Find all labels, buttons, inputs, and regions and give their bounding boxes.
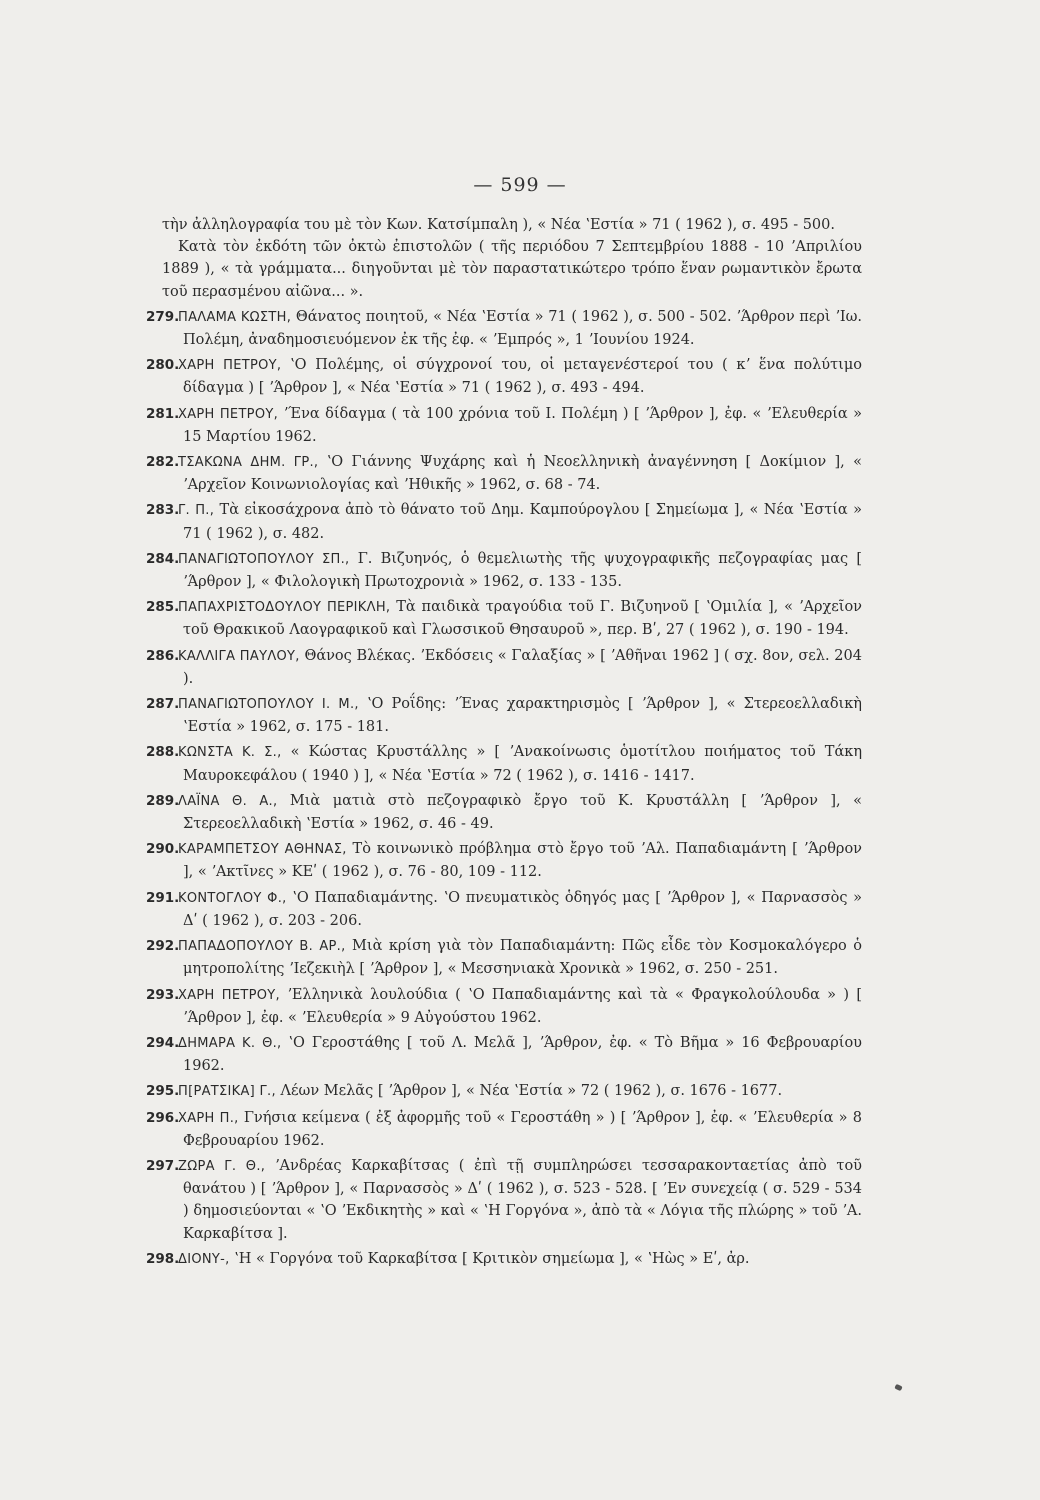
bibliography-entry: [146, 499, 862, 544]
bibliography-entry: [146, 1248, 862, 1271]
entry-text: Θάνος Βλέκας. ʼΕκδόσεις « Γαλαξίας » [ ʼΑθῆναι 1962 ] ( σχ. 8ον, σελ. 204 ).: [183, 647, 862, 687]
entry-body: [162, 1107, 862, 1152]
entry-body: [162, 645, 862, 690]
entry-text: Θάνατος ποιητοῦ, « Νέα ʽΕστία » 71 ( 1962 ), σ. 500 - 502. ʼΆρθρον περὶ ʼΙω. Πολέμη, ἀναδημοσιευόμενον ἐκ τῆς ἐφ. « ʼΕμπρός », 1 ʼΙουνίου 1924.: [183, 308, 863, 349]
entry-text: Γ. Βιζυηνός, ὁ θεμελιωτὴς τῆς ψυχογραφικῆς πεζογραφίας μας [ ʼΆρθρον ], « Φιλολογικὴ Πρωτοχρονιὰ » 1962, σ. 133 - 135.: [183, 550, 862, 591]
entry-body: [162, 1155, 862, 1245]
entry-author: ΤΣΑΚΩΝΑ ΔΗΜ. ΓΡ.,: [178, 455, 319, 471]
entry-number: 280.: [146, 357, 180, 374]
entry-author: ΚΟΝΤΟΓΛΟΥ Φ.,: [178, 890, 287, 906]
bibliography-entry: [146, 645, 862, 690]
entry-number: 291.: [146, 889, 180, 906]
entry-author: ΠΑΛΑΜΑ ΚΩΣΤΗ,: [178, 309, 292, 325]
entry-text: ʽΟ Πολέμης, οἱ σύγχρονοί του, οἱ μεταγενέστεροί του ( κʼ ἕνα πολύτιμο δίδαγμα ) [ ʼΆρθρον ], « Νέα ʽΕστία » 71 ( 1962 ), σ. 493 - 494.: [183, 357, 862, 397]
entry-author: Γ. Π.,: [178, 503, 215, 519]
bibliography-entry: [146, 838, 862, 883]
entry-text: Λέων Μελᾶς [ ʼΆρθρον ], « Νέα ʽΕστία » 72 ( 1962 ), σ. 1676 - 1677.: [280, 1083, 783, 1100]
entry-body: [162, 984, 862, 1029]
entry-author: ΔΙΟΝΥ-,: [178, 1251, 230, 1267]
entry-number: 283.: [146, 502, 180, 519]
entry-number: 296.: [146, 1109, 180, 1126]
entry-author: ΧΑΡΗ ΠΕΤΡΟΥ,: [178, 406, 279, 422]
entry-author: ΖΩΡΑ Γ. Θ.,: [178, 1158, 266, 1174]
entry-number: 279.: [146, 308, 180, 325]
entry-list: [146, 306, 863, 1271]
bibliography-entry: [146, 548, 862, 593]
entry-number: 285.: [146, 599, 180, 616]
entry-number: 287.: [146, 696, 180, 713]
bibliography-entry: [146, 741, 863, 786]
entry-number: 297.: [146, 1157, 180, 1174]
bibliography-entry: [146, 693, 862, 738]
bibliography-entry: [146, 984, 862, 1029]
entry-author: Π[ΡΑΤΣΙΚΑ] Γ.,: [178, 1084, 276, 1100]
entry-author: ΧΑΡΗ Π.,: [178, 1110, 239, 1126]
entry-number: 288.: [146, 744, 180, 761]
bibliography-entry: [146, 790, 863, 835]
intro-continuation: τὴν ἀλληλογραφία του μὲ τὸν Κων. Κατσίμπαλη ), « Νέα ʽΕστία » 71 ( 1962 ), σ. 495 - 500.: [162, 217, 835, 233]
entry-author: ΛΑΪΝΑ Θ. Α.,: [178, 793, 278, 809]
ink-speck: [894, 1384, 902, 1391]
entry-text: ʼΑνδρέας Καρκαβίτσας ( ἐπὶ τῇ συμπληρώσει τεσσαρακονταετίας ἀπὸ τοῦ θανάτου ) [ ʼΆρθρον ], « Παρνασσὸς » Δʹ ( 1962 ), σ. 523 - 528. [ ʼΕν συνεχείᾳ ( σ. 529 - 534 ) δημοσιεύονται « ʽΟ ʼΕκδικητὴς » καὶ « ʽΗ Γοργόνα », ἀπὸ τὰ « Λόγια τῆς πλώρης » τοῦ ʼΑ. Καρκαβίτσα ].: [183, 1157, 863, 1242]
entry-body: [162, 451, 862, 496]
entry-body: [162, 790, 862, 835]
entry-author: ΔΗΜΑΡΑ Κ. Θ.,: [178, 1035, 282, 1051]
entry-author: ΧΑΡΗ ΠΕΤΡΟΥ,: [178, 358, 282, 374]
entry-text: Γνήσια κείμενα ( ἐξ ἀφορμῆς τοῦ « Γεροστάθη » ) [ ʼΆρθρον ], ἐφ. « ʼΕλευθερία » 8 Φεβρουαρίου 1962.: [183, 1109, 862, 1149]
entry-author: ΠΑΝΑΓΙΩΤΟΠΟΥΛΟΥ ΣΠ.,: [178, 551, 350, 567]
page-number: — 599 —: [473, 174, 567, 196]
entry-text: Τὰ παιδικὰ τραγούδια τοῦ Γ. Βιζυηνοῦ [ ʽΟμιλία ], « ʼΑρχεῖον τοῦ Θρακικοῦ Λαογραφικοῦ καὶ Γλωσσικοῦ Θησαυροῦ », περ. Βʹ, 27 ( 1962 ), σ. 190 - 194.: [183, 599, 862, 639]
entry-text: Τὰ εἰκοσάχρονα ἀπὸ τὸ θάνατο τοῦ Δημ. Καμπούρογλου [ Σημείωμα ], « Νέα ʽΕστία » 71 ( 1962 ), σ. 482.: [183, 502, 862, 542]
bibliography-entry: [146, 596, 862, 641]
entry-body: [162, 1248, 862, 1271]
entry-author: ΠΑΠΑΧΡΙΣΤΟΔΟΥΛΟΥ ΠΕΡΙΚΛΗ,: [178, 600, 391, 616]
entry-text: Μιὰ ματιὰ στὸ πεζογραφικὸ ἔργο τοῦ Κ. Κρυστάλλη [ ʼΆρθρον ], « Στερεοελλαδικὴ ʽΕστία » 1962, σ. 46 - 49.: [183, 792, 863, 833]
entry-text: ʽΗ « Γοργόνα τοῦ Καρκαβίτσα [ Κριτικὸν σημείωμα ], « ʽΗὼς » Εʹ, ἀρ.: [234, 1250, 750, 1267]
entry-body: [162, 403, 862, 448]
entry-text: « Κώστας Κρυστάλλης » [ ʼΑνακοίνωσις ὁμοτίτλου ποιήματος τοῦ Τάκη Μαυροκεφάλου ( 1940 ) ], « Νέα ʽΕστία » 72 ( 1962 ), σ. 1416 - 1417.: [183, 744, 863, 784]
entry-number: 294.: [146, 1034, 180, 1051]
bibliography-entry: [146, 1107, 862, 1152]
entry-author: ΠΑΝΑΓΙΩΤΟΠΟΥΛΟΥ Ι. Μ.,: [178, 697, 359, 713]
entry-text: ʽΟ Ροΐδης: ʼΈνας χαρακτηρισμὸς [ ʼΆρθρον ], « Στερεοελλαδικὴ ʽΕστία » 1962, σ. 175 - 181.: [183, 696, 862, 736]
entry-text: ʼΈνα δίδαγμα ( τὰ 100 χρόνια τοῦ Ι. Πολέμη ) [ ʼΆρθρον ], ἐφ. « ʼΕλευθερία » 15 Μαρτίου 1962.: [183, 405, 862, 445]
entry-text: ʽΟ Γεροστάθης [ τοῦ Λ. Μελᾶ ], ʼΆρθρον, ἐφ. « Τὸ Βῆμα » 16 Φεβρουαρίου 1962.: [183, 1034, 862, 1075]
bibliography-entry: [146, 887, 863, 932]
bibliography-entry: [146, 306, 863, 351]
entry-author: ΚΑΛΛΙΓΑ ΠΑΥΛΟΥ,: [178, 648, 300, 664]
entry-number: 292.: [146, 938, 180, 955]
entry-author: ΠΑΠΑΔΟΠΟΥΛΟΥ Β. ΑΡ.,: [178, 939, 346, 955]
bibliography-entry: [146, 403, 862, 448]
bibliography-entry: [146, 935, 863, 980]
entry-body: [162, 548, 862, 593]
entry-body: [162, 499, 862, 544]
entry-body: [162, 306, 862, 351]
entry-text: ʽΟ Γιάννης Ψυχάρης καὶ ἡ Νεοελληνικὴ ἀναγέννηση [ Δοκίμιον ], « ʼΑρχεῖον Κοινωνιολογίας καὶ ʼΗθικῆς » 1962, σ. 68 - 74.: [183, 454, 862, 494]
entry-number: 289.: [146, 792, 180, 809]
entry-number: 298.: [146, 1250, 180, 1267]
intro-note: Κατὰ τὸν ἐκδότη τῶν ὀκτὼ ἐπιστολῶν ( τῆς περιόδου 7 Σεπτεμβρίου 1888 - 10 ʼΑπριλίου 1889 ), « τὰ γράμματα... διηγοῦνται μὲ τὸν παραστατικώτερο τρόπο ἕναν ρωμαντικὸν ἔρωτα τοῦ περασμένου αἰῶνα... ».: [162, 239, 862, 300]
bibliography-entry: [146, 1032, 862, 1077]
entry-number: 281.: [146, 405, 180, 422]
bibliography-entry: [146, 354, 862, 399]
entry-body: [162, 596, 862, 641]
entry-text: ʽΟ Παπαδιαμάντης. ʽΟ πνευματικὸς ὁδηγός μας [ ʼΆρθρον ], « Παρνασσὸς » Δʹ ( 1962 ), σ. 203 - 206.: [183, 889, 863, 929]
entry-author: ΚΩΝΣΤΑ Κ. Σ.,: [178, 745, 282, 761]
entry-body: [162, 354, 862, 399]
entry-body: [162, 1032, 862, 1077]
entry-number: 295.: [146, 1083, 180, 1100]
entry-body: [162, 887, 862, 932]
entry-body: [162, 693, 862, 738]
entry-text: ʼΕλληνικὰ λουλούδια ( ʽΟ Παπαδιαμάντης καὶ τὰ « Φραγκολούλουδα » ) [ ʼΆρθρον ], ἐφ. « ʼΕλευθερία » 9 Αὐγούστου 1962.: [183, 986, 862, 1026]
entry-body: [162, 935, 862, 980]
entry-body: [162, 1080, 862, 1103]
entry-number: 286.: [146, 647, 180, 664]
entry-number: 284.: [146, 550, 180, 567]
bibliography-entry: [146, 451, 862, 496]
entry-number: 290.: [146, 841, 180, 858]
entry-text: Μιὰ κρίση γιὰ τὸν Παπαδιαμάντη: Πῶς εἶδε τὸν Κοσμοκαλόγερο ὁ μητροπολίτης ʼΙεζεκιὴλ [ ʼΆρθρον ], « Μεσσηνιακὰ Χρονικὰ » 1962, σ. 250 - 251.: [183, 938, 863, 978]
bibliography-content: [146, 214, 863, 1271]
bibliography-entry: [146, 1080, 862, 1103]
bibliography-entry: [146, 1155, 863, 1245]
entry-number: 293.: [146, 986, 180, 1003]
entry-author: ΧΑΡΗ ΠΕΤΡΟΥ,: [178, 987, 280, 1003]
entry-author: ΚΑΡΑΜΠΕΤΣΟΥ ΑΘΗΝΑΣ,: [178, 842, 347, 858]
entry-body: [162, 741, 862, 786]
entry-body: [162, 838, 862, 883]
entry-number: 282.: [146, 454, 180, 471]
entry-text: Τὸ κοινωνικὸ πρόβλημα στὸ ἔργο τοῦ ʼΑλ. Παπαδιαμάντη [ ʼΆρθρον ], « ʼΑκτῖνες » ΚΕʹ ( 1962 ), σ. 76 - 80, 109 - 112.: [183, 841, 862, 881]
